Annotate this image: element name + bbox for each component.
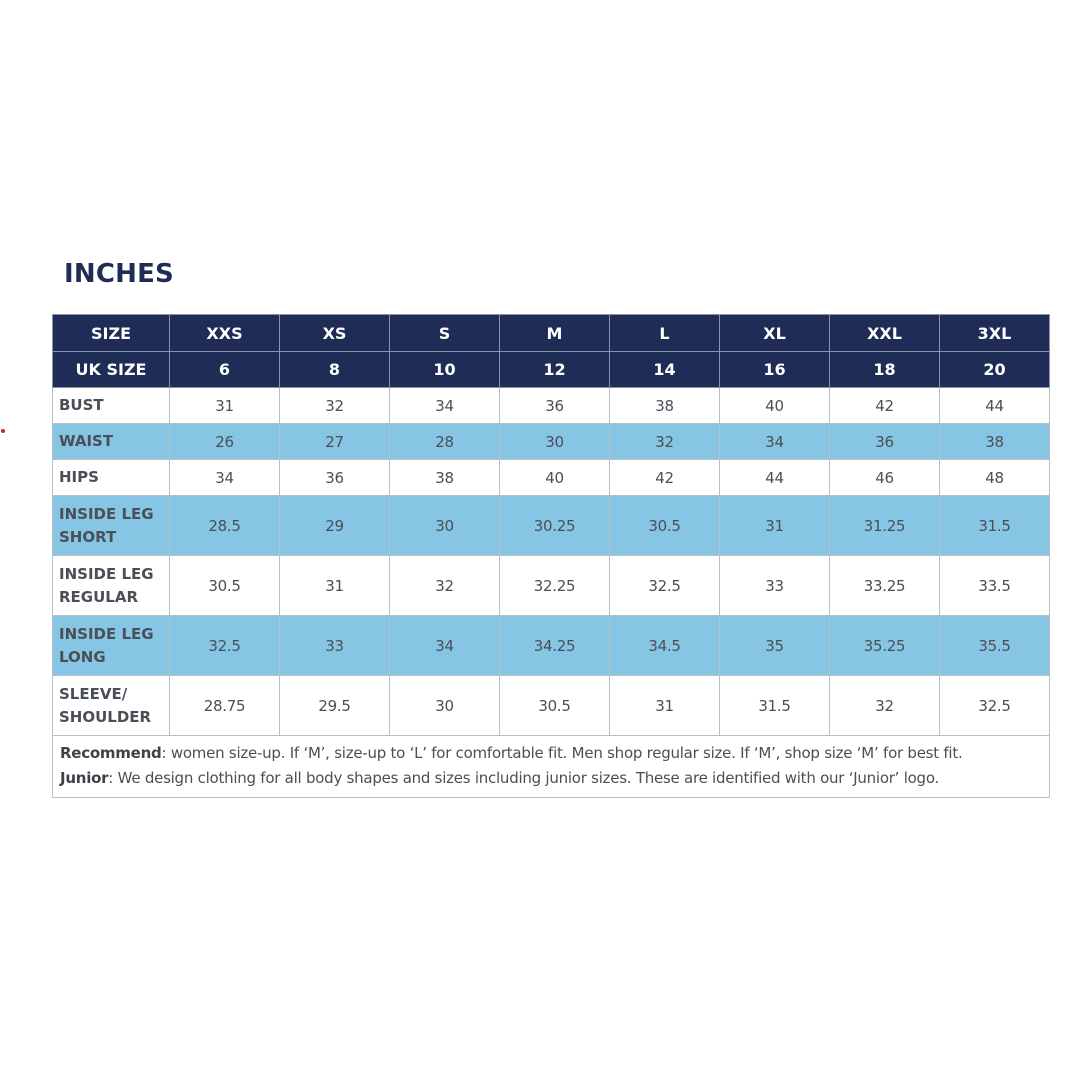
row-label-line1: SLEEVE/ bbox=[59, 684, 128, 703]
table-cell: 36 bbox=[500, 388, 610, 424]
uk-size-row bbox=[53, 352, 1050, 388]
size-cell: M bbox=[500, 315, 610, 352]
table-cell: 30.5 bbox=[500, 676, 610, 736]
size-cell: 3XL bbox=[940, 315, 1050, 352]
table-cell: 31.5 bbox=[940, 496, 1050, 556]
table-cell: 38 bbox=[940, 424, 1050, 460]
table-cell: 32 bbox=[830, 676, 940, 736]
size-cell: XXS bbox=[170, 315, 280, 352]
table-row-inside-leg-long bbox=[53, 616, 1050, 676]
table-cell: 35 bbox=[720, 616, 830, 676]
uk-size-cell: 20 bbox=[940, 352, 1050, 388]
uk-size-cell: 10 bbox=[390, 352, 500, 388]
row-label-line2: LONG bbox=[59, 647, 106, 666]
uk-size-cell: 6 bbox=[170, 352, 280, 388]
table-cell: 32.5 bbox=[170, 616, 280, 676]
table-cell: 48 bbox=[940, 460, 1050, 496]
row-label bbox=[53, 676, 170, 736]
size-cell: XL bbox=[720, 315, 830, 352]
table-row-waist bbox=[53, 424, 1050, 460]
table-cell: 31.25 bbox=[830, 496, 940, 556]
table-cell: 34 bbox=[170, 460, 280, 496]
recommend-label: Recommend bbox=[60, 744, 162, 762]
table-cell: 36 bbox=[280, 460, 390, 496]
table-cell: 34 bbox=[720, 424, 830, 460]
table-cell: 28 bbox=[390, 424, 500, 460]
table-cell: 32 bbox=[610, 424, 720, 460]
table-cell: 40 bbox=[720, 388, 830, 424]
table-cell: 40 bbox=[500, 460, 610, 496]
size-cell: XS bbox=[280, 315, 390, 352]
size-cell: L bbox=[610, 315, 720, 352]
recommend-text: : women size-up. If ‘M’, size-up to ‘L’ for comfortable fit. Men shop regular size. If ‘M’, shop size ‘M’ for best fit. bbox=[161, 744, 963, 762]
row-label: BUST bbox=[53, 388, 170, 424]
table-cell: 46 bbox=[830, 460, 940, 496]
table-cell: 30 bbox=[500, 424, 610, 460]
size-chart-table bbox=[52, 314, 1050, 798]
table-cell: 30 bbox=[390, 496, 500, 556]
table-cell: 35.25 bbox=[830, 616, 940, 676]
table-cell: 34 bbox=[390, 388, 500, 424]
table-cell: 29 bbox=[280, 496, 390, 556]
table-cell: 31 bbox=[280, 556, 390, 616]
table-cell: 35.5 bbox=[940, 616, 1050, 676]
uk-size-cell: 8 bbox=[280, 352, 390, 388]
table-cell: 30 bbox=[390, 676, 500, 736]
table-cell: 30.5 bbox=[170, 556, 280, 616]
notes-cell bbox=[53, 736, 1050, 798]
table-cell: 42 bbox=[830, 388, 940, 424]
table-cell: 32 bbox=[280, 388, 390, 424]
row-label-line2: REGULAR bbox=[59, 587, 139, 606]
table-notes-row bbox=[53, 736, 1050, 798]
table-cell: 32.5 bbox=[940, 676, 1050, 736]
table-cell: 31 bbox=[610, 676, 720, 736]
table-cell: 33 bbox=[720, 556, 830, 616]
table-row-inside-leg-short bbox=[53, 496, 1050, 556]
table-cell: 28.5 bbox=[170, 496, 280, 556]
table-cell: 42 bbox=[610, 460, 720, 496]
table-cell: 27 bbox=[280, 424, 390, 460]
table-cell: 28.75 bbox=[170, 676, 280, 736]
row-label bbox=[53, 556, 170, 616]
table-cell: 30.5 bbox=[610, 496, 720, 556]
table-row-sleeve-shoulder bbox=[53, 676, 1050, 736]
junior-note bbox=[60, 766, 1042, 791]
table-cell: 34.5 bbox=[610, 616, 720, 676]
row-label-line1: INSIDE LEG bbox=[59, 624, 154, 643]
table-cell: 31 bbox=[720, 496, 830, 556]
recommend-note bbox=[60, 741, 1042, 766]
uk-size-cell: 12 bbox=[500, 352, 610, 388]
table-cell: 34.25 bbox=[500, 616, 610, 676]
size-cell: XXL bbox=[830, 315, 940, 352]
row-label: UK SIZE bbox=[53, 352, 170, 388]
table-cell: 34 bbox=[390, 616, 500, 676]
table-row-hips bbox=[53, 460, 1050, 496]
table-cell: 32 bbox=[390, 556, 500, 616]
row-label-line1: INSIDE LEG bbox=[59, 504, 154, 523]
table-cell: 31 bbox=[170, 388, 280, 424]
junior-text: : We design clothing for all body shapes and sizes including junior sizes. These are identified with our ‘Junior’ logo. bbox=[108, 769, 940, 787]
row-label: HIPS bbox=[53, 460, 170, 496]
table-cell: 38 bbox=[610, 388, 720, 424]
row-label-line1: INSIDE LEG bbox=[59, 564, 154, 583]
table-cell: 29.5 bbox=[280, 676, 390, 736]
junior-label: Junior bbox=[60, 769, 109, 787]
table-cell: 26 bbox=[170, 424, 280, 460]
uk-size-cell: 14 bbox=[610, 352, 720, 388]
table-cell: 32.5 bbox=[610, 556, 720, 616]
table-cell: 30.25 bbox=[500, 496, 610, 556]
table-cell: 44 bbox=[940, 388, 1050, 424]
row-label bbox=[53, 496, 170, 556]
table-cell: 44 bbox=[720, 460, 830, 496]
table-row-inside-leg-regular bbox=[53, 556, 1050, 616]
red-dot-mark bbox=[1, 429, 5, 433]
table-cell: 38 bbox=[390, 460, 500, 496]
row-label: SIZE bbox=[53, 315, 170, 352]
size-cell: S bbox=[390, 315, 500, 352]
row-label: WAIST bbox=[53, 424, 170, 460]
table-cell: 33 bbox=[280, 616, 390, 676]
uk-size-cell: 18 bbox=[830, 352, 940, 388]
row-label-line2: SHORT bbox=[59, 527, 117, 546]
uk-size-cell: 16 bbox=[720, 352, 830, 388]
page-title: INCHES bbox=[64, 259, 174, 289]
table-cell: 31.5 bbox=[720, 676, 830, 736]
row-label bbox=[53, 616, 170, 676]
row-label-line2: SHOULDER bbox=[59, 707, 152, 726]
table-cell: 33.5 bbox=[940, 556, 1050, 616]
table-cell: 32.25 bbox=[500, 556, 610, 616]
table-cell: 36 bbox=[830, 424, 940, 460]
table-cell: 33.25 bbox=[830, 556, 940, 616]
size-header-row bbox=[53, 315, 1050, 352]
table-row-bust bbox=[53, 388, 1050, 424]
